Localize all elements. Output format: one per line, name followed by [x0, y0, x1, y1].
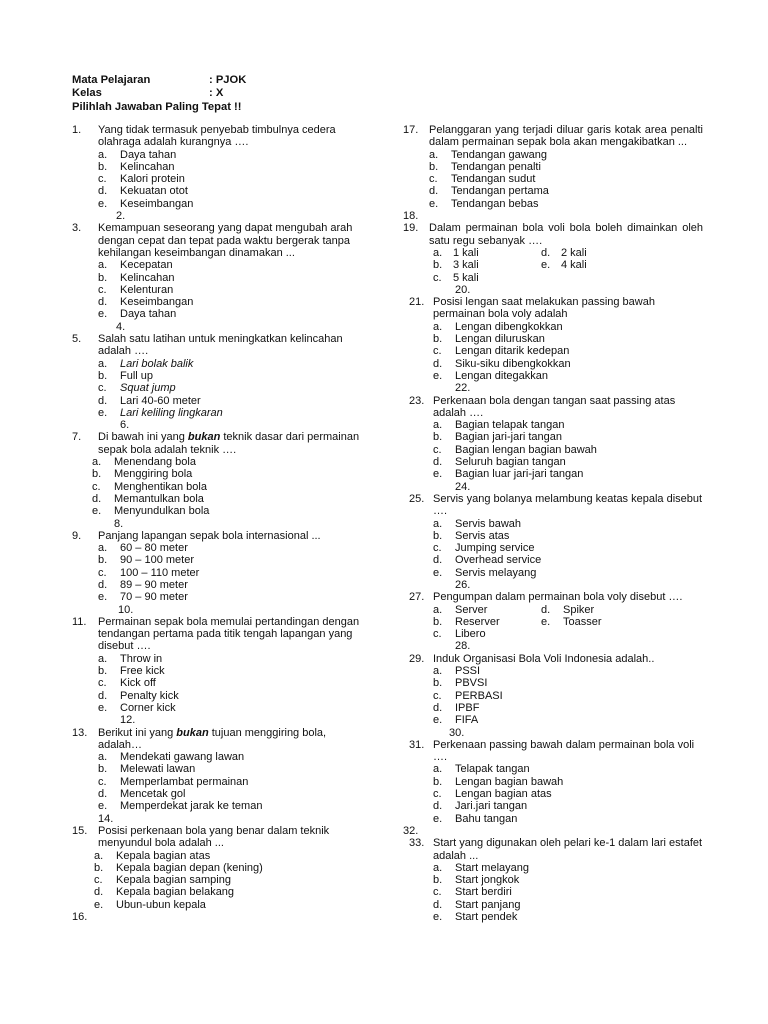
question-text: Perkenaan bola dengan tangan saat passing atas adalah …. [433, 394, 676, 419]
option-c: c. PERBASI [433, 689, 503, 702]
option-b: b. PBVSI [433, 677, 488, 690]
question-text: Salah satu latihan untuk meningkatkan kelincahan adalah …. [98, 333, 343, 358]
question-29: 29. Induk Organisasi Bola Voli Indonesia adalah.. a. PSSI b. PBVSI c. PERBASI d. IPBF e. FIFA [403, 653, 703, 727]
class-label: Kelas [72, 87, 102, 100]
option-c: c. Squat jump [98, 382, 176, 395]
question-number-2: 2. [116, 210, 126, 223]
option-a: a. Menendang bola [92, 456, 196, 469]
option-c: c. Bagian lengan bagian bawah [433, 443, 597, 456]
option-e: e. Menyundulkan bola [92, 505, 210, 518]
option-row-3: c. 5 kali [433, 271, 479, 284]
question-number-24: 24. [455, 480, 471, 493]
option-e: e. Ubun-ubun kepala [94, 898, 206, 911]
option-b: b. Lengan bagian bawah [433, 775, 564, 788]
option-a: a. Kecepatan [98, 259, 173, 272]
option-c: c. Kalori protein [98, 173, 185, 186]
question-19: 19. Dalam permainan bola voli bola boleh dimainkan oleh satu regu sebanyak …. a. 1 kali d. 2 kali b. 3 kali e. 4 kali c. 5 kali [403, 222, 703, 284]
option-d: d. Penalty kick [98, 689, 179, 702]
option-a: a. Lari bolak balik [98, 357, 194, 370]
option-row-1: a. 1 kali d. 2 kali [433, 246, 587, 259]
question-number-6: 6. [120, 419, 130, 432]
question-number-12: 12. [120, 714, 136, 727]
option-c: c. Lengan bagian atas [433, 788, 552, 801]
option-e: e. Lengan ditegakkan [433, 369, 548, 382]
question-1 [72, 124, 372, 210]
option-a: a. Daya tahan [98, 148, 177, 161]
question-number-18: 18. [403, 210, 419, 223]
option-d: d. Seluruh bagian tangan [433, 456, 566, 469]
option-row-3: c. Libero [433, 628, 486, 641]
option-a: a. Mendekati gawang lawan [98, 751, 245, 764]
question-number-8: 8. [114, 517, 124, 530]
option-b: b. Start jongkok [433, 874, 520, 887]
option-b: b. Bagian jari-jari tangan [433, 431, 563, 444]
option-d: d. Kekuatan otot [98, 185, 188, 198]
question-number-22: 22. [455, 382, 471, 395]
option-e: e. Keseimbangan [98, 197, 194, 210]
option-b: b. 90 – 100 meter [98, 554, 194, 567]
question-7: 7. Di bawah ini yang bukan teknik dasar dari permainan sepak bola adalah teknik …. a. Menendang bola b. Menggiring bola c. Menghentikan bola d. Memantulkan bola e. Menyundulkan bola [72, 431, 372, 517]
question-3: 3. Kemampuan seseorang yang dapat mengubah arah dengan cepat dan tepat pada waktu bergerak tanpa kehilangan keseimbangan dinamakan ... a. Kecepatan b. Kelincahan c. Kelenturan d. Keseimbangan e. Daya tahan [72, 222, 372, 320]
option-b: b. Kepala bagian depan (kening) [94, 861, 263, 874]
option-d: d. Tendangan pertama [429, 185, 549, 198]
option-b: b. Menggiring bola [92, 468, 193, 481]
option-c: c. Menghentikan bola [92, 480, 207, 493]
question-text: Induk Organisasi Bola Voli Indonesia adalah.. [433, 652, 655, 665]
option-b: b. Lengan diluruskan [433, 333, 545, 346]
option-d: d. Jari.jari tangan [433, 800, 528, 813]
option-row-2: b. Reserver e. Toasser [433, 615, 602, 628]
question-27: 27. Pengumpan dalam permainan bola voly disebut …. a. Server d. Spiker b. Reserver e. Toasser c. Libero [403, 591, 703, 640]
option-e: e. Memperdekat jarak ke teman [98, 800, 263, 813]
option-d: d. Memantulkan bola [92, 492, 204, 505]
question-15: 15. Posisi perkenaan bola yang benar dalam teknik menyundul bola adalah ... a. Kepala bagian atas b. Kepala bagian depan (kening) c. Kepala bagian samping d. Kepala bagian belakang e. Ubun-ubun kepala [72, 825, 372, 911]
option-c: c. Start berdiri [433, 886, 512, 899]
question-11: 11. Permainan sepak bola memulai pertandingan dengan tendangan pertama pada titik tengah lapangan yang disebut …. a. Throw in b. Free kick c. Kick off d. Penalty kick e. Corner kick [72, 616, 372, 714]
question-5: 5. Salah satu latihan untuk meningkatkan kelincahan adalah …. a. Lari bolak balik b. Full up c. Squat jump d. Lari 40-60 meter e. Lari keliling lingkaran [72, 333, 372, 419]
subject-value: : PJOK [209, 74, 247, 86]
question-33: 33. Start yang digunakan oleh pelari ke-1 dalam lari estafet adalah ... a. Start melayang b. Start jongkok c. Start berdiri d. Start panjang e. Start pendek [403, 837, 703, 923]
option-b: b. Tendangan penalti [429, 160, 541, 173]
option-d: d. Lari 40-60 meter [98, 394, 201, 407]
question-number-16: 16. [72, 911, 88, 923]
option-a: a. Telapak tangan [433, 763, 530, 776]
option-a: a. Kepala bagian atas [94, 849, 211, 862]
question-text: Permainan sepak bola memulai pertandingan dengan tendangan pertama pada titik tengah lapangan yang disebut …. [98, 615, 360, 653]
option-e: e. FIFA [433, 714, 479, 727]
question-21: 21. Posisi lengan saat melakukan passing bawah permainan bola voly adalah a. Lengan dibengkokkan b. Lengan diluruskan c. Lengan ditarik kedepan d. Siku-siku dibengkokkan e. Lengan ditegakkan [403, 296, 703, 382]
question-number-14: 14. [98, 812, 114, 825]
option-e: e. Start pendek [433, 911, 518, 923]
option-d: d. Siku-siku dibengkokkan [433, 357, 571, 370]
question-text: Posisi perkenaan bola yang benar dalam teknik menyundul bola adalah ... [98, 824, 330, 850]
option-e: e. Tendangan bebas [429, 197, 539, 210]
option-a: a. Start melayang [433, 861, 529, 874]
option-a: a. 60 – 80 meter [98, 542, 188, 555]
question-number-32: 32. [403, 824, 419, 837]
option-row-2: b. 3 kali e. 4 kali [433, 259, 587, 272]
option-c: c. Tendangan sudut [429, 173, 536, 186]
question-number-26: 26. [455, 578, 471, 591]
option-c: c. Kepala bagian samping [94, 874, 231, 887]
class-value: : X [209, 87, 224, 100]
question-17: 17. Pelanggaran yang terjadi diluar garis kotak area penalti dalam permainan sepak bola akan mengakibatkan ... a. Tendangan gawang b. Tendangan penalti c. Tendangan sudut d. Tendangan pertama e. Tendangan bebas [403, 124, 703, 210]
question-text: Pengumpan dalam permainan bola voly disebut …. [433, 591, 683, 604]
instruction: Pilihlah Jawaban Paling Tepat !! [72, 100, 242, 113]
option-c: c. Kelenturan [98, 283, 174, 296]
question-number: 1. [72, 124, 82, 136]
option-d: d. Mencetak gol [98, 788, 186, 801]
option-b: b. Servis atas [433, 529, 510, 542]
option-c: c. Jumping service [433, 542, 535, 555]
option-d: d. IPBF [433, 701, 480, 714]
right-column [403, 124, 703, 923]
question-text: Yang tidak termasuk penyebab timbulnya cedera olahraga adalah kurangnya …. [98, 124, 336, 149]
question-text: Panjang lapangan sepak bola internasional ... [98, 529, 321, 542]
left-column [72, 124, 372, 923]
option-a: a. Lengan dibengkokkan [433, 320, 563, 333]
question-number-30: 30. [449, 726, 465, 739]
option-row-1: a. Server d. Spiker [433, 603, 595, 616]
option-e: e. Daya tahan [98, 308, 177, 321]
option-a: a. PSSI [433, 665, 481, 678]
option-b: b. Full up [98, 369, 154, 382]
option-e: e. Corner kick [98, 701, 176, 714]
option-c: c. Kick off [98, 677, 156, 690]
subject-label: Mata Pelajaran [72, 74, 151, 86]
question-text: Start yang digunakan oleh pelari ke-1 dalam lari estafet adalah ... [433, 837, 703, 862]
question-text: Servis yang bolanya melambung keatas kepala disebut …. [433, 492, 703, 518]
option-e: e. Lari keliling lingkaran [98, 406, 223, 419]
question-text: Dalam permainan bola voli bola boleh dimainkan oleh satu regu sebanyak …. [429, 222, 703, 247]
option-a: a. Throw in [98, 652, 163, 665]
option-e: e. 70 – 90 meter [98, 591, 188, 604]
question-number-10: 10. [118, 603, 134, 616]
option-c: c. 100 – 110 meter [98, 566, 200, 579]
option-c: c. Lengan ditarik kedepan [433, 345, 570, 358]
question-number-28: 28. [455, 640, 471, 653]
option-d: d. Kepala bagian belakang [94, 886, 235, 899]
question-31: 31. Perkenaan passing bawah dalam permainan bola voli …. a. Telapak tangan b. Lengan bagian bawah c. Lengan bagian atas d. Jari.jari tangan e. Bahu tangan [403, 739, 703, 825]
option-c: c. Memperlambat permainan [98, 775, 249, 788]
question-text: Perkenaan passing bawah dalam permainan bola voli …. [433, 738, 695, 764]
question-text: Pelanggaran yang terjadi diluar garis kotak area penalti dalam permainan sepak bola akan mengakibatkan ... [429, 124, 703, 149]
question-23: 23. Perkenaan bola dengan tangan saat passing atas adalah …. a. Bagian telapak tangan b. Bagian jari-jari tangan c. Bagian lengan bagian bawah d. Seluruh bagian tangan e. Bagian luar jari-jari tangan [403, 395, 703, 481]
question-number-4: 4. [116, 320, 126, 333]
option-a: a. Tendangan gawang [429, 148, 548, 161]
option-e: e. Bagian luar jari-jari tangan [433, 468, 584, 481]
question-text: Posisi lengan saat melakukan passing bawah permainan bola voly adalah [433, 296, 655, 321]
option-d: d. 89 – 90 meter [98, 578, 188, 591]
question-9: 9. Panjang lapangan sepak bola internasional ... a. 60 – 80 meter b. 90 – 100 meter c. 100 – 110 meter d. 89 – 90 meter e. 70 – 90 meter [72, 530, 372, 604]
option-b: b. Kelincahan [98, 160, 175, 173]
exam-header [72, 74, 246, 114]
option-a: a. Servis bawah [433, 517, 522, 530]
question-text: Kemampuan seseorang yang dapat mengubah arah dengan cepat dan tepat pada waktu bergerak tanpa kehilangan keseimbangan dinamakan ... [98, 222, 353, 259]
question-text: Berikut ini yang bukan tujuan menggiring bola, adalah… [98, 726, 327, 751]
question-13: 13. Berikut ini yang bukan tujuan menggiring bola, adalah… a. Mendekati gawang lawan b. Melewati lawan c. Memperlambat permainan d. Mencetak gol e. Memperdekat jarak ke teman [72, 727, 372, 813]
option-a: a. Bagian telapak tangan [433, 419, 565, 432]
question-25: 25. Servis yang bolanya melambung keatas kepala disebut …. a. Servis bawah b. Servis atas c. Jumping service d. Overhead service e. Servis melayang [403, 493, 703, 579]
option-d: d. Overhead service [433, 554, 542, 567]
option-d: d. Keseimbangan [98, 296, 194, 309]
option-e: e. Bahu tangan [433, 812, 518, 825]
question-number-20: 20. [455, 283, 471, 296]
option-b: b. Melewati lawan [98, 763, 196, 776]
question-text: Di bawah ini yang bukan teknik dasar dari permainan sepak bola adalah teknik …. [98, 431, 360, 456]
option-d: d. Start panjang [433, 898, 521, 911]
option-e: e. Servis melayang [433, 566, 537, 579]
option-b: b. Free kick [98, 665, 165, 678]
option-b: b. Kelincahan [98, 271, 175, 284]
